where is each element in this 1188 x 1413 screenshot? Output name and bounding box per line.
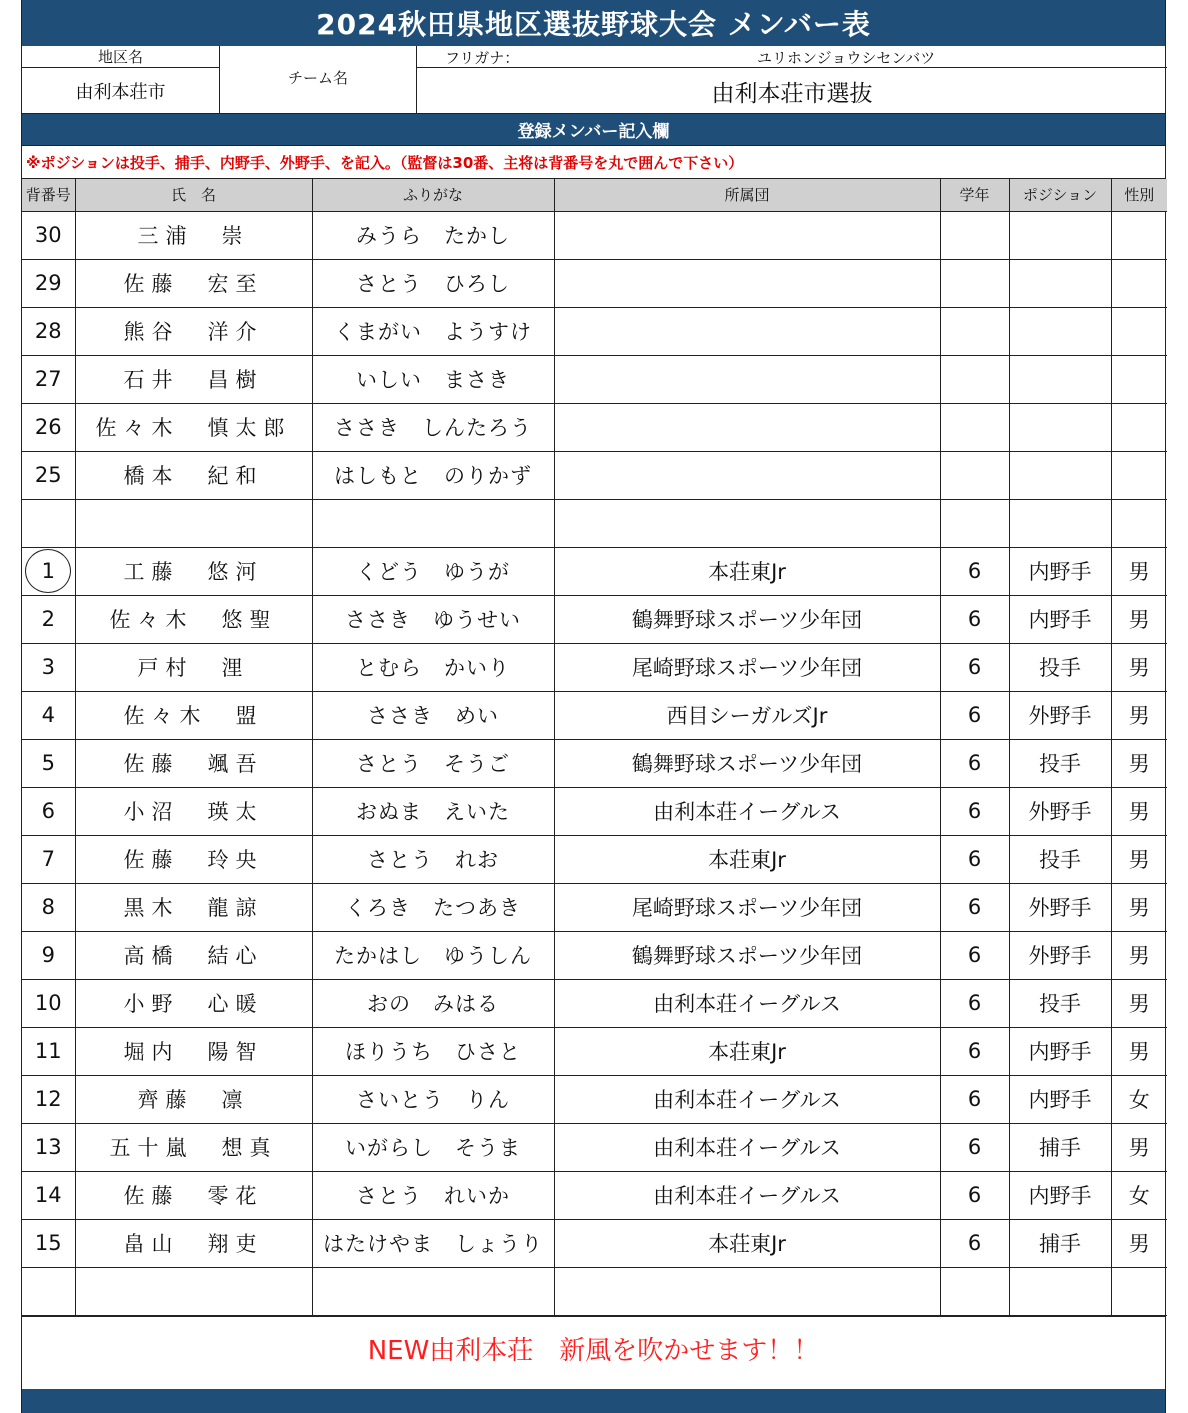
table-row bbox=[22, 883, 1167, 931]
cell-club: 由利本荘イーグルス bbox=[554, 1171, 940, 1219]
table-row bbox=[22, 1219, 1167, 1267]
header-club: 所属団 bbox=[554, 179, 940, 211]
cell-gender: 男 bbox=[1111, 1027, 1167, 1075]
cell-position bbox=[1009, 1267, 1111, 1315]
cell-number: 5 bbox=[22, 739, 75, 787]
cell-club bbox=[554, 1267, 940, 1315]
cell-position: 外野手 bbox=[1009, 931, 1111, 979]
table-row bbox=[22, 1267, 1167, 1315]
cell-position: 外野手 bbox=[1009, 787, 1111, 835]
table-row bbox=[22, 499, 1167, 547]
cell-number: 13 bbox=[22, 1123, 75, 1171]
cell-grade bbox=[940, 307, 1009, 355]
table-row bbox=[22, 1027, 1167, 1075]
cell-club: 尾崎野球スポーツ少年団 bbox=[554, 643, 940, 691]
cell-grade bbox=[940, 259, 1009, 307]
cell-kana: たかはし ゆうしん bbox=[312, 931, 554, 979]
cell-grade: 6 bbox=[940, 931, 1009, 979]
cell-number: 14 bbox=[22, 1171, 75, 1219]
cell-gender: 男 bbox=[1111, 643, 1167, 691]
cell-name: 黒木 龍諒 bbox=[75, 883, 312, 931]
cell-gender bbox=[1111, 403, 1167, 451]
cell-kana: はしもと のりかず bbox=[312, 451, 554, 499]
cell-position: 投手 bbox=[1009, 643, 1111, 691]
cell-club: 鶴舞野球スポーツ少年団 bbox=[554, 595, 940, 643]
cell-gender: 女 bbox=[1111, 1171, 1167, 1219]
cell-number: 8 bbox=[22, 883, 75, 931]
cell-gender: 男 bbox=[1111, 979, 1167, 1027]
cell-club bbox=[554, 355, 940, 403]
table-row bbox=[22, 1171, 1167, 1219]
header-position: ポジション bbox=[1009, 179, 1111, 211]
cell-gender: 男 bbox=[1111, 691, 1167, 739]
cell-position bbox=[1009, 499, 1111, 547]
cell-position bbox=[1009, 259, 1111, 307]
team-slogan: NEW由利本荘 新風を吹かせます！！ bbox=[22, 1316, 1165, 1389]
cell-club bbox=[554, 451, 940, 499]
cell-name: 佐藤 颯吾 bbox=[75, 739, 312, 787]
cell-kana: みうら たかし bbox=[312, 211, 554, 259]
cell-number: 7 bbox=[22, 835, 75, 883]
cell-name: 齊藤 凛 bbox=[75, 1075, 312, 1123]
table-row bbox=[22, 787, 1167, 835]
cell-club bbox=[554, 211, 940, 259]
cell-name: 三浦 崇 bbox=[75, 211, 312, 259]
roster-table bbox=[22, 179, 1167, 1316]
cell-name: 小沼 瑛太 bbox=[75, 787, 312, 835]
cell-kana bbox=[312, 499, 554, 547]
table-row bbox=[22, 259, 1167, 307]
cell-gender bbox=[1111, 499, 1167, 547]
cell-club bbox=[554, 259, 940, 307]
district-value: 由利本荘市 bbox=[22, 68, 220, 114]
cell-kana: おの みはる bbox=[312, 979, 554, 1027]
cell-number: 30 bbox=[22, 211, 75, 259]
cell-gender bbox=[1111, 211, 1167, 259]
cell-club: 尾崎野球スポーツ少年団 bbox=[554, 883, 940, 931]
cell-position bbox=[1009, 307, 1111, 355]
cell-kana: はたけやま しょうり bbox=[312, 1219, 554, 1267]
cell-number: 11 bbox=[22, 1027, 75, 1075]
cell-number: 25 bbox=[22, 451, 75, 499]
cell-club: 本荘東Jr bbox=[554, 1027, 940, 1075]
table-row bbox=[22, 547, 1167, 595]
cell-number bbox=[22, 1267, 75, 1315]
cell-name: 熊谷 洋介 bbox=[75, 307, 312, 355]
cell-position: 投手 bbox=[1009, 835, 1111, 883]
cell-club: 本荘東Jr bbox=[554, 547, 940, 595]
table-row bbox=[22, 307, 1167, 355]
cell-gender: 男 bbox=[1111, 931, 1167, 979]
cell-grade bbox=[940, 403, 1009, 451]
cell-position bbox=[1009, 451, 1111, 499]
cell-kana: くろき たつあき bbox=[312, 883, 554, 931]
cell-kana: さとう ひろし bbox=[312, 259, 554, 307]
cell-grade: 6 bbox=[940, 1123, 1009, 1171]
cell-position: 内野手 bbox=[1009, 1027, 1111, 1075]
cell-gender: 男 bbox=[1111, 1219, 1167, 1267]
cell-number: 12 bbox=[22, 1075, 75, 1123]
table-row bbox=[22, 643, 1167, 691]
cell-name: 佐藤 零花 bbox=[75, 1171, 312, 1219]
cell-position bbox=[1009, 403, 1111, 451]
cell-kana: ささき めい bbox=[312, 691, 554, 739]
cell-gender bbox=[1111, 451, 1167, 499]
header-number: 背番号 bbox=[22, 179, 75, 211]
cell-grade bbox=[940, 355, 1009, 403]
sheet-title: 2024秋田県地区選抜野球大会 メンバー表 bbox=[22, 0, 1165, 46]
cell-club bbox=[554, 307, 940, 355]
cell-name: 佐々木 悠聖 bbox=[75, 595, 312, 643]
cell-grade: 6 bbox=[940, 691, 1009, 739]
furigana-label: フリガナ： bbox=[445, 49, 520, 67]
cell-name bbox=[75, 499, 312, 547]
cell-position: 投手 bbox=[1009, 739, 1111, 787]
cell-gender: 男 bbox=[1111, 1123, 1167, 1171]
table-row bbox=[22, 1075, 1167, 1123]
cell-position bbox=[1009, 211, 1111, 259]
cell-grade bbox=[940, 451, 1009, 499]
cell-number: 10 bbox=[22, 979, 75, 1027]
cell-grade: 6 bbox=[940, 1027, 1009, 1075]
cell-position: 投手 bbox=[1009, 979, 1111, 1027]
cell-position: 外野手 bbox=[1009, 883, 1111, 931]
roster-body bbox=[22, 211, 1167, 1315]
cell-club bbox=[554, 499, 940, 547]
cell-number bbox=[22, 547, 75, 595]
cell-name: 橋本 紀和 bbox=[75, 451, 312, 499]
cell-name: 戸村 浬 bbox=[75, 643, 312, 691]
cell-grade: 6 bbox=[940, 547, 1009, 595]
footer-bar bbox=[22, 1389, 1165, 1413]
cell-position: 内野手 bbox=[1009, 1075, 1111, 1123]
cell-name: 小野 心暖 bbox=[75, 979, 312, 1027]
cell-grade: 6 bbox=[940, 1075, 1009, 1123]
cell-number: 26 bbox=[22, 403, 75, 451]
cell-name: 石井 昌樹 bbox=[75, 355, 312, 403]
table-row bbox=[22, 211, 1167, 259]
cell-kana: くどう ゆうが bbox=[312, 547, 554, 595]
cell-club: 本荘東Jr bbox=[554, 1219, 940, 1267]
cell-name: 佐々木 慎太郎 bbox=[75, 403, 312, 451]
furigana-value: ユリホンジョウシセンバツ bbox=[757, 49, 936, 67]
cell-name: 五十嵐 想真 bbox=[75, 1123, 312, 1171]
cell-number: 2 bbox=[22, 595, 75, 643]
captain-circle: 1 bbox=[25, 549, 71, 593]
cell-kana: さとう そうご bbox=[312, 739, 554, 787]
cell-number bbox=[22, 499, 75, 547]
cell-grade bbox=[940, 1267, 1009, 1315]
furigana-row bbox=[417, 46, 1167, 68]
cell-name: 佐藤 宏至 bbox=[75, 259, 312, 307]
table-row bbox=[22, 355, 1167, 403]
table-row bbox=[22, 835, 1167, 883]
cell-club: 由利本荘イーグルス bbox=[554, 1123, 940, 1171]
cell-position: 外野手 bbox=[1009, 691, 1111, 739]
cell-club: 由利本荘イーグルス bbox=[554, 979, 940, 1027]
cell-kana: ささき ゆうせい bbox=[312, 595, 554, 643]
cell-grade: 6 bbox=[940, 739, 1009, 787]
cell-kana: いしい まさき bbox=[312, 355, 554, 403]
cell-gender: 男 bbox=[1111, 835, 1167, 883]
cell-kana: とむら かいり bbox=[312, 643, 554, 691]
cell-grade: 6 bbox=[940, 787, 1009, 835]
cell-name: 佐々木 盟 bbox=[75, 691, 312, 739]
team-name-value: 由利本荘市選抜 bbox=[711, 80, 873, 107]
cell-name: 工藤 悠河 bbox=[75, 547, 312, 595]
table-row bbox=[22, 451, 1167, 499]
table-row bbox=[22, 739, 1167, 787]
cell-number: 15 bbox=[22, 1219, 75, 1267]
cell-position bbox=[1009, 355, 1111, 403]
cell-position: 内野手 bbox=[1009, 1171, 1111, 1219]
cell-gender: 男 bbox=[1111, 883, 1167, 931]
cell-position: 内野手 bbox=[1009, 595, 1111, 643]
cell-kana bbox=[312, 1267, 554, 1315]
cell-kana: さとう れいか bbox=[312, 1171, 554, 1219]
cell-kana: ささき しんたろう bbox=[312, 403, 554, 451]
cell-name: 高橋 結心 bbox=[75, 931, 312, 979]
table-row bbox=[22, 1123, 1167, 1171]
cell-number: 29 bbox=[22, 259, 75, 307]
cell-grade: 6 bbox=[940, 979, 1009, 1027]
section-title: 登録メンバー記入欄 bbox=[22, 114, 1165, 146]
cell-name: 佐藤 玲央 bbox=[75, 835, 312, 883]
table-row bbox=[22, 691, 1167, 739]
cell-number: 4 bbox=[22, 691, 75, 739]
cell-club bbox=[554, 403, 940, 451]
cell-kana: ほりうち ひさと bbox=[312, 1027, 554, 1075]
cell-number: 9 bbox=[22, 931, 75, 979]
cell-club: 西目シーガルズJr bbox=[554, 691, 940, 739]
cell-gender: 男 bbox=[1111, 739, 1167, 787]
header-kana: ふりがな bbox=[312, 179, 554, 211]
cell-position: 内野手 bbox=[1009, 547, 1111, 595]
table-row bbox=[22, 595, 1167, 643]
header-gender: 性別 bbox=[1111, 179, 1167, 211]
table-row bbox=[22, 403, 1167, 451]
cell-name: 堀内 陽智 bbox=[75, 1027, 312, 1075]
district-label: 地区名 bbox=[22, 46, 220, 68]
cell-position: 捕手 bbox=[1009, 1123, 1111, 1171]
header-name: 氏 名 bbox=[75, 179, 312, 211]
cell-grade: 6 bbox=[940, 835, 1009, 883]
cell-name bbox=[75, 1267, 312, 1315]
cell-position: 捕手 bbox=[1009, 1219, 1111, 1267]
cell-grade: 6 bbox=[940, 883, 1009, 931]
cell-grade: 6 bbox=[940, 1171, 1009, 1219]
position-note: ※ポジションは投手、捕手、内野手、外野手、を記入。（監督は30番、主将は背番号を丸で囲んで下さい） bbox=[22, 146, 1165, 179]
cell-kana: さとう れお bbox=[312, 835, 554, 883]
table-row bbox=[22, 979, 1167, 1027]
table-row bbox=[22, 931, 1167, 979]
cell-grade: 6 bbox=[940, 1219, 1009, 1267]
cell-number: 3 bbox=[22, 643, 75, 691]
cell-gender: 女 bbox=[1111, 1075, 1167, 1123]
cell-gender bbox=[1111, 307, 1167, 355]
header-grade: 学年 bbox=[940, 179, 1009, 211]
cell-kana: さいとう りん bbox=[312, 1075, 554, 1123]
cell-club: 鶴舞野球スポーツ少年団 bbox=[554, 739, 940, 787]
cell-club: 由利本荘イーグルス bbox=[554, 1075, 940, 1123]
cell-gender: 男 bbox=[1111, 547, 1167, 595]
cell-gender: 男 bbox=[1111, 595, 1167, 643]
cell-kana: くまがい ようすけ bbox=[312, 307, 554, 355]
roster-header-row bbox=[22, 179, 1167, 211]
cell-gender bbox=[1111, 355, 1167, 403]
cell-club: 由利本荘イーグルス bbox=[554, 787, 940, 835]
team-name-label: チーム名 bbox=[220, 46, 417, 114]
cell-grade: 6 bbox=[940, 595, 1009, 643]
cell-grade: 6 bbox=[940, 643, 1009, 691]
team-info bbox=[22, 46, 1165, 114]
cell-number: 6 bbox=[22, 787, 75, 835]
cell-gender bbox=[1111, 1267, 1167, 1315]
cell-club: 本荘東Jr bbox=[554, 835, 940, 883]
cell-number: 27 bbox=[22, 355, 75, 403]
cell-grade bbox=[940, 499, 1009, 547]
member-sheet bbox=[21, 0, 1166, 1413]
cell-club: 鶴舞野球スポーツ少年団 bbox=[554, 931, 940, 979]
cell-grade bbox=[940, 211, 1009, 259]
cell-kana: いがらし そうま bbox=[312, 1123, 554, 1171]
cell-kana: おぬま えいた bbox=[312, 787, 554, 835]
cell-number: 28 bbox=[22, 307, 75, 355]
cell-gender: 男 bbox=[1111, 787, 1167, 835]
cell-gender bbox=[1111, 259, 1167, 307]
cell-name: 畠山 翔吏 bbox=[75, 1219, 312, 1267]
